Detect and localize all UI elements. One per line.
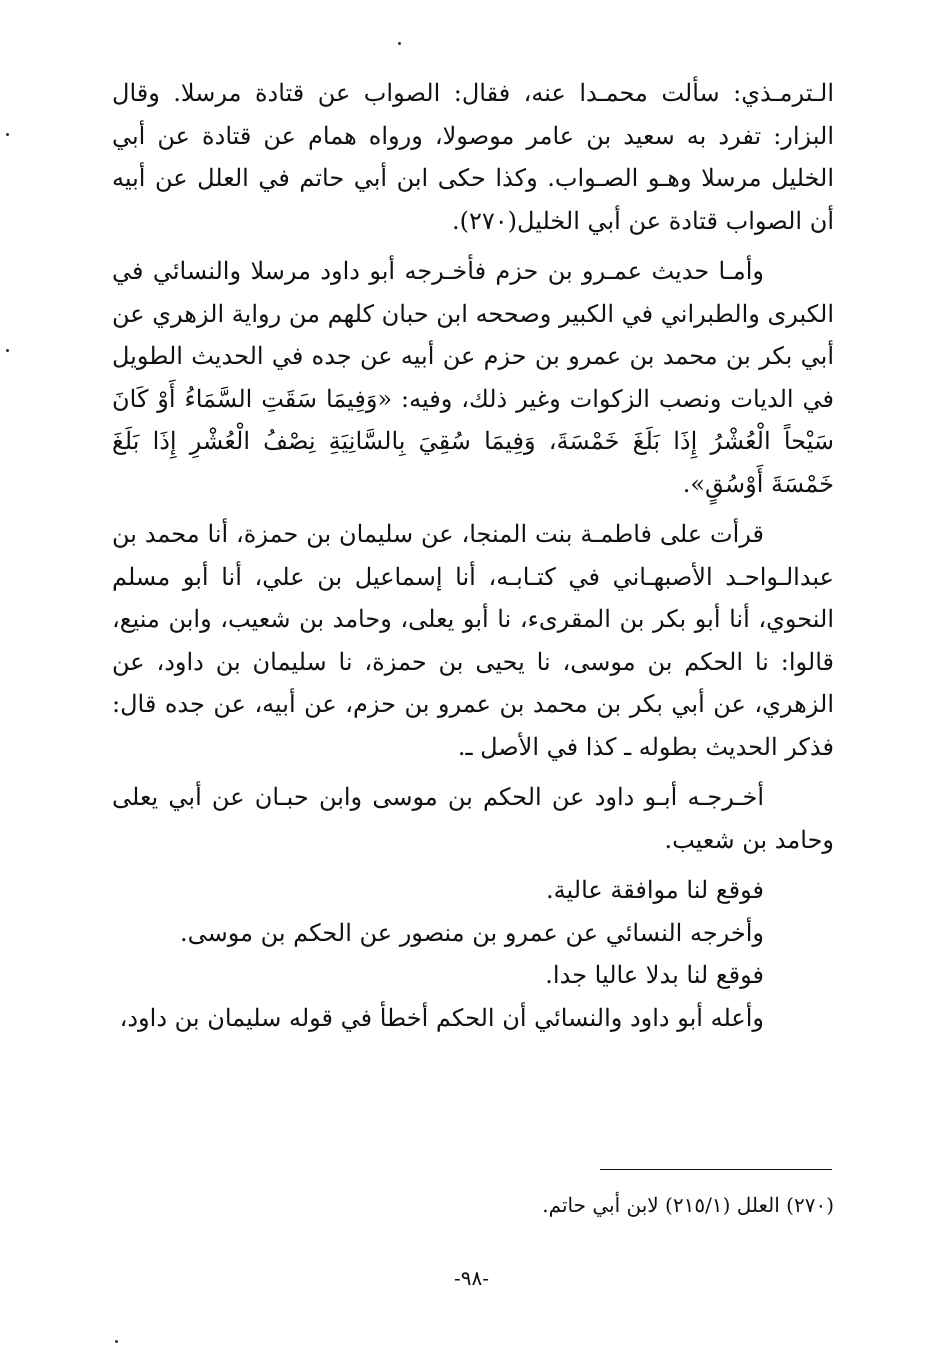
paragraph-7: فوقع لنا بدلا عاليا جدا. xyxy=(545,961,764,989)
footnote: (٢٧٠) العلل (٢١٥/١) لابن أبي حاتم. xyxy=(542,1193,834,1217)
paragraph-5: فوقع لنا موافقة عالية. xyxy=(546,876,764,904)
paragraph-1: الـترمـذي: سألت محمـدا عنه، فقال: الصواب عن قتادة مرسلا. وقال البزار: تفرد به سعيد بن عامر موصولا، ورواه همام عن قتادة عن أبي الخليل مرسلا وهـو الصـواب. وكذا حكى ابن أبي حاتم في العلل عن أبيه أن الصواب قتادة عن أبي الخليل(٢٧٠). xyxy=(112,79,834,235)
paragraph-3: قرأت على فاطمـة بنت المنجا، عن سليمان بن حمزة، أنا محمد بن عبدالـواحـد الأصبهـاني في كتـابـه، أنا إسماعيل بن علي، أنا أبو مسلم النحوي، أنا أبو بكر بن المقرىء، نا أبو يعلى، وحامد بن شعيب، وابن منيع، قالوا: نا الحكم بن موسى، نا يحيى بن حمزة، نا سليمان بن داود، عن الزهري، عن أبي بكر بن محمد بن عمرو بن حزم، عن أبيه، عن جده قال: فذكر الحديث بطوله ـ كذا في الأصل ـ. xyxy=(112,520,835,761)
paragraph-4: أخـرجـه أبـو داود عن الحكم بن موسى وابن حبـان عن أبي يعلى وحامد بن شعيب. xyxy=(112,783,834,854)
paragraph-6: وأخرجه النسائي عن عمرو بن منصور عن الحكم بن موسى. xyxy=(179,918,764,947)
paragraph-2: وأمـا حديث عمـرو بن حزم فأخـرجه أبو داود مرسلا والنسائي في الكبرى والطبراني في الكبير وصححه ابن حبان كلهم من رواية الزهري عن أبي بكر بن محمد بن عمرو بن حزم عن أبيه عن جده في الحديث الطويل في الديات ونصب الزكوات وغير ذلك، وفيه: «وَفِيمَا سَقَتِ السَّمَاءُ أَوْ كَانَ سَيْحاً الْعُشْرُ إِذَا بَلَغَ خَمْسَةَ، وَفِيمَا سُقِيَ بِالسَّانِيَةِ نِصْفُ الْعُشْرِ إِذَا بَلَغَ خَمْسَةَ أَوْسُقٍ». xyxy=(112,257,834,498)
page-number: -٩٨- xyxy=(453,1266,489,1290)
main-text xyxy=(112,72,834,1039)
footnote-divider xyxy=(600,1169,832,1170)
paragraph-8: وأعله أبو داود والنسائي أن الحكم أخطأ في قوله سليمان بن داود، xyxy=(119,1003,764,1032)
